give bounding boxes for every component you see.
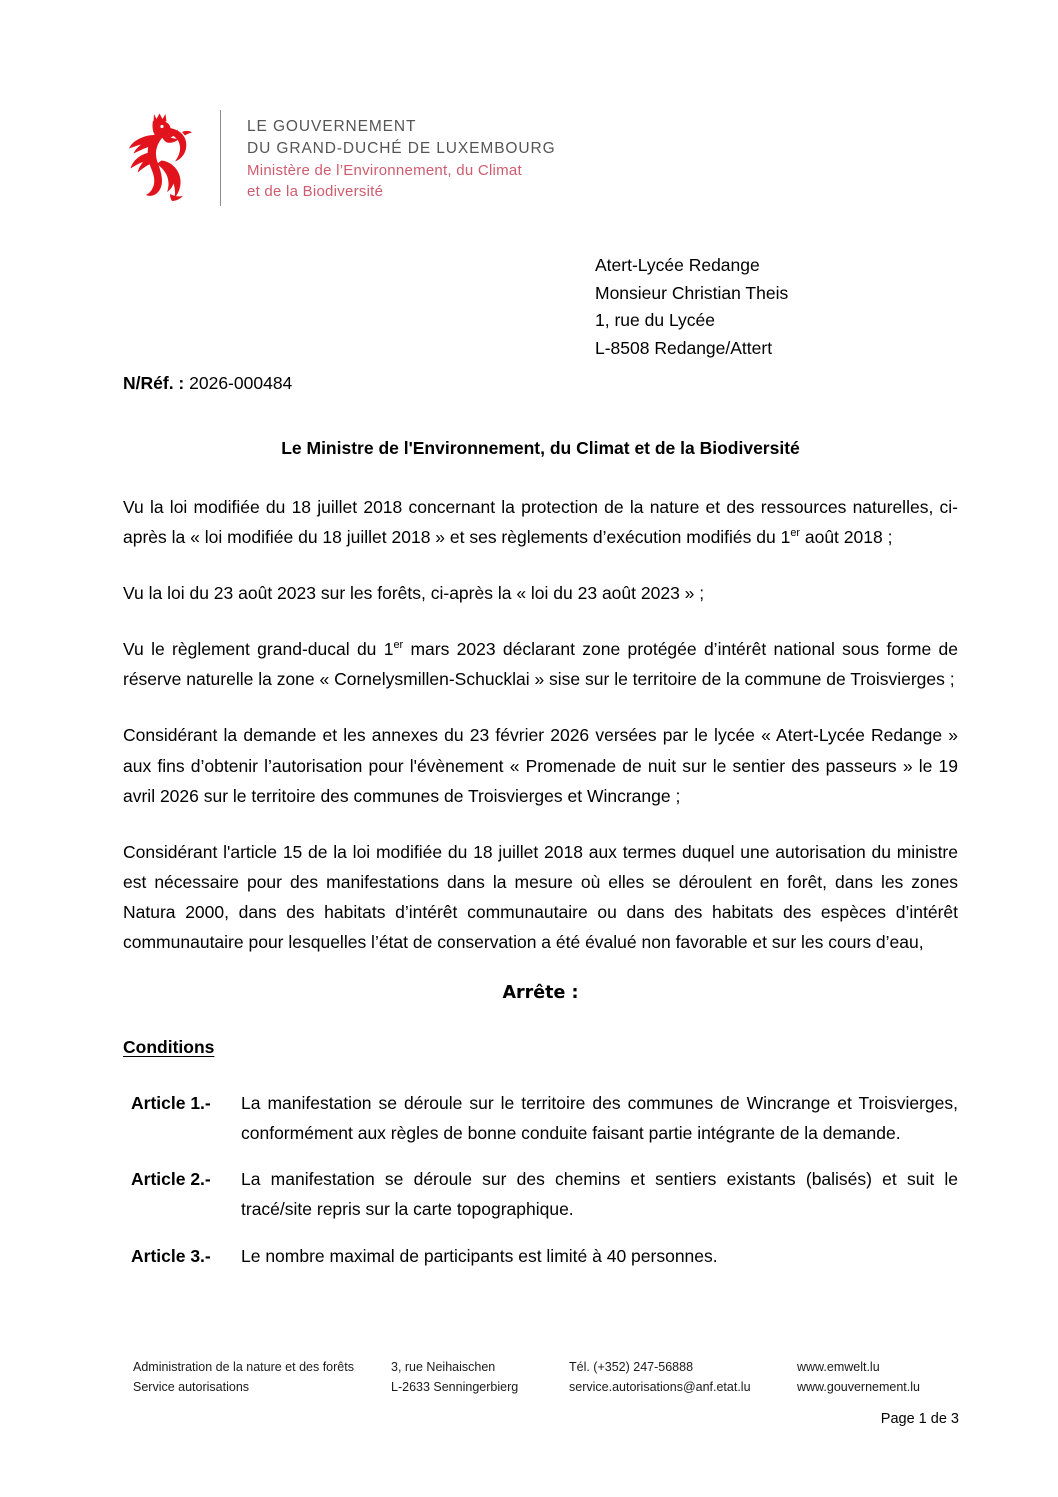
footer-postcode: L-2633 Senningerbierg: [391, 1380, 519, 1395]
footer-website-emwelt[interactable]: www.emwelt.lu: [797, 1360, 880, 1374]
reference-label: N/Réf. :: [123, 373, 185, 393]
page-title: Le Ministre de l'Environnement, du Climat et de la Biodiversité: [281, 438, 800, 458]
article-label: Article 1.-: [131, 1093, 211, 1114]
logo-text-block: [247, 108, 556, 203]
footer-column-contact: [569, 1357, 797, 1398]
addressee-street: 1, rue du Lycée: [595, 310, 715, 331]
article-text: La manifestation se déroule sur des chemins et sentiers existants (balisés) et suit le tracé/site repris sur la carte topographique.: [241, 1169, 958, 1220]
conditions-heading: Conditions: [123, 1037, 215, 1058]
letterhead: [124, 108, 556, 208]
footer-column-address: [391, 1357, 569, 1398]
footer-email[interactable]: service.autorisations@anf.etat.lu: [569, 1380, 751, 1395]
footer-department-name: Administration de la nature et des forêts: [133, 1360, 354, 1374]
footer-website-gouvernement[interactable]: www.gouvernement.lu: [797, 1380, 920, 1395]
footer-service-name: Service autorisations: [133, 1380, 250, 1395]
reference-line: [123, 373, 292, 394]
article-label: Article 3.-: [131, 1245, 211, 1266]
logo-line-ministry-2: et de la Biodiversité: [247, 183, 384, 201]
addressee-organisation: Atert-Lycée Redange: [595, 255, 760, 275]
paragraph-vu-loi-forets: Vu la loi du 23 août 2023 sur les forêts, ci-après la « loi du 23 août 2023 » ;: [123, 583, 705, 604]
paragraph-vu-reglement: [123, 634, 958, 694]
page-number: Page 1 de 3: [880, 1411, 959, 1427]
footer-column-department: [133, 1357, 391, 1398]
addressee-person: Monsieur Christian Theis: [595, 282, 789, 303]
paragraph-vu-loi-2018: [123, 492, 958, 552]
paragraph-vu-loi-2018-text-b: août 2018 ;: [800, 527, 893, 548]
page-footer: [133, 1357, 953, 1398]
article-item: [123, 1241, 958, 1271]
logo-line-grand-duchy: DU GRAND-DUCHÉ DE LUXEMBOURG: [247, 140, 556, 157]
article-text: La manifestation se déroule sur le territoire des communes de Wincrange et Troisvierges, conformément aux règles de bonne conduite faisant partie intégrante de la demande.: [241, 1093, 958, 1144]
paragraph-considerant-article15: Considérant l'article 15 de la loi modifiée du 18 juillet 2018 aux termes duquel une autorisation du ministre est nécessaire pour des manifestations dans la mesure où elles se déroulent en forêt, dans les zones Natura 2000, dans des habitats d’intérêt communautaire ou dans des habitats des espèces d’intérêt communautaire pour lesquelles l’état de conservation a été évalué non favorable et sur les cours d’eau,: [123, 841, 958, 953]
paragraph-vu-reglement-text-b: mars 2023 déclarant zone protégée d’intérêt national sous forme de réserve naturelle la zone « Cornelysmillen-Schucklai » sise sur le territoire de la commune de Troisvierges ;: [123, 639, 958, 690]
article-item: [123, 1088, 958, 1148]
paragraph-considerant-demande: Considérant la demande et les annexes du 23 février 2026 versées par le lycée « Atert-Lycée Redange » aux fins d’obtenir l’autorisation pour l'évènement « Promenade de nuit sur le sentier des passeurs » le 19 avril 2026 sur le territoire des communes de Troisvierges et Wincrange ;: [123, 725, 958, 806]
article-label: Article 2.-: [131, 1169, 211, 1190]
logo-divider: [220, 110, 221, 206]
paragraph-vu-loi-2018-text-a: Vu la loi modifiée du 18 juillet 2018 concernant la protection de la nature et des ressources naturelles, ci-après la « loi modifiée du 18 juillet 2018 » et ses règlements d’exécution modifiés du 1: [123, 497, 958, 548]
article-item: [123, 1164, 958, 1224]
articles-list: [123, 1088, 958, 1270]
logo-line-ministry-1: Ministère de l’Environnement, du Climat: [247, 162, 522, 179]
logo-line-government: LE GOUVERNEMENT: [247, 118, 417, 135]
paragraph-vu-reglement-text-a: Vu le règlement grand-ducal du 1: [123, 639, 394, 660]
article-text: Le nombre maximal de participants est limité à 40 personnes.: [241, 1245, 718, 1266]
addressee-city: L-8508 Redange/Attert: [595, 337, 773, 358]
footer-street: 3, rue Neihaischen: [391, 1360, 496, 1374]
addressee-block: [595, 252, 788, 363]
luxembourg-lion-icon: [124, 108, 192, 208]
footer-column-web: [797, 1357, 953, 1398]
arrete-heading: Arrête :: [502, 983, 579, 1004]
reference-value: 2026-000484: [189, 373, 293, 393]
ordinal-suffix-er-1: er: [790, 527, 800, 540]
document-body: [123, 492, 958, 1287]
footer-phone: Tél. (+352) 247-56888: [569, 1360, 694, 1374]
ordinal-suffix-er-2: er: [393, 639, 404, 652]
